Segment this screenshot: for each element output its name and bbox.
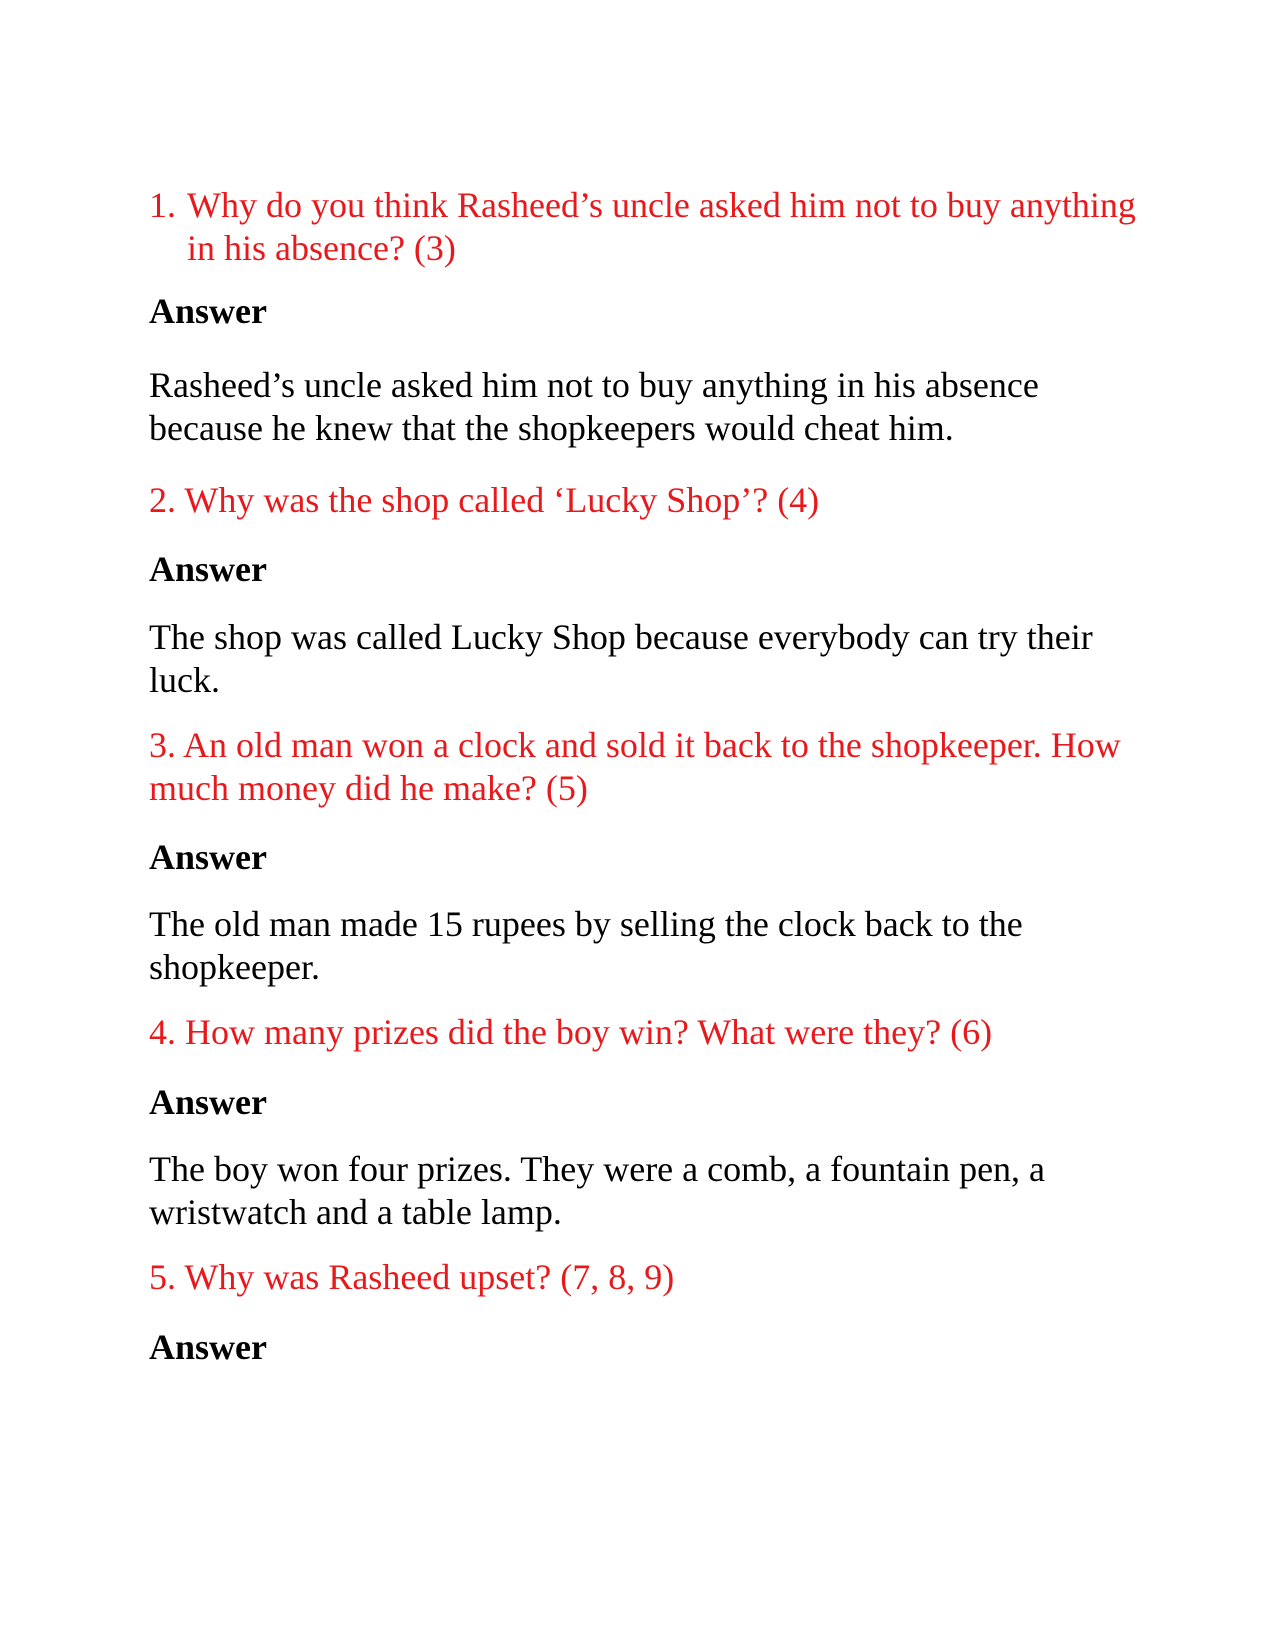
- question-5: 5. Why was Rasheed upset? (7, 8, 9): [149, 1257, 675, 1297]
- question-1-number: 1.: [149, 185, 176, 225]
- answer-5-label: Answer: [149, 1327, 267, 1367]
- question-2: 2. Why was the shop called ‘Lucky Shop’? (4): [149, 480, 820, 520]
- answer-3-label: Answer: [149, 837, 267, 877]
- question-1: [149, 184, 1147, 270]
- answer-2-label: Answer: [149, 549, 267, 589]
- answer-1-label: Answer: [149, 291, 267, 331]
- question-1-text: Why do you think Rasheed’s uncle asked him not to buy anything in his absence? (3): [187, 185, 1136, 268]
- answer-4-text: The boy won four prizes. They were a comb, a fountain pen, a wristwatch and a table lamp.: [149, 1149, 1046, 1232]
- question-3: 3. An old man won a clock and sold it back to the shopkeeper. How much money did he make? (5): [149, 725, 1121, 808]
- answer-4-label: Answer: [149, 1082, 267, 1122]
- answer-3-text: The old man made 15 rupees by selling the clock back to the shopkeeper.: [149, 904, 1023, 987]
- answer-1-text: Rasheed’s uncle asked him not to buy anything in his absence because he knew that the shopkeepers would cheat him.: [149, 365, 1039, 448]
- answer-2-text: The shop was called Lucky Shop because everybody can try their luck.: [149, 617, 1093, 700]
- question-4: 4. How many prizes did the boy win? What were they? (6): [149, 1012, 993, 1052]
